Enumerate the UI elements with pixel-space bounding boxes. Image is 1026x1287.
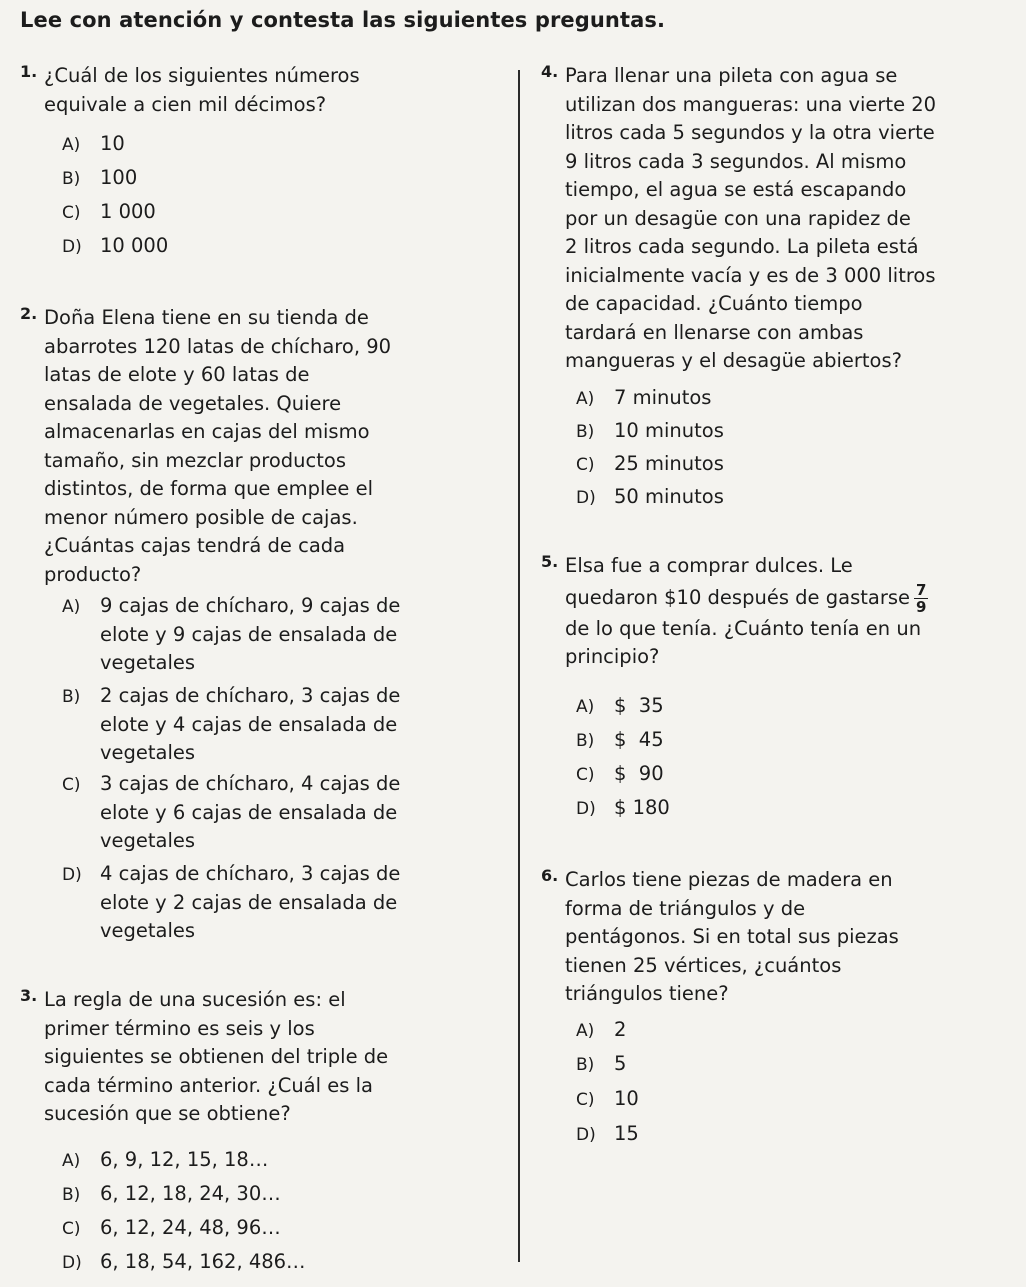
option-text: vegetales <box>100 741 196 764</box>
option-text: 3 cajas de chícharo, 4 cajas de <box>100 772 401 795</box>
question-number: 3. <box>20 986 38 1005</box>
question-number: 2. <box>20 304 38 323</box>
option-letter: B) <box>62 1185 81 1205</box>
option-letter: D) <box>576 488 596 508</box>
option-2a[interactable] <box>62 592 400 678</box>
option-text: vegetales <box>100 651 196 674</box>
option-text: 10 minutos <box>614 419 724 442</box>
option-text: vegetales <box>100 919 196 942</box>
option-text: 2 <box>614 1018 627 1041</box>
option-6b[interactable] <box>576 1050 626 1080</box>
option-text: 5 <box>614 1052 627 1075</box>
stem-line: Elsa fue a comprar dulces. Le <box>565 554 853 577</box>
option-1c[interactable] <box>62 198 156 228</box>
option-letter: B) <box>62 169 81 189</box>
option-letter: A) <box>576 697 595 717</box>
stem-line: tardará en llenarse con ambas <box>565 320 864 344</box>
question-stem <box>565 62 936 376</box>
question-number: 4. <box>541 62 559 81</box>
stem-line: latas de elote y 60 latas de <box>44 363 310 386</box>
stem-line: de capacidad. ¿Cuánto tiempo <box>565 292 863 315</box>
stem-line: equivale a cien mil décimos? <box>44 92 327 116</box>
stem-line <box>565 581 928 615</box>
option-letter: D) <box>576 799 596 819</box>
option-1b[interactable] <box>62 164 137 194</box>
option-letter: D) <box>62 865 82 885</box>
stem-line: tienen 25 vértices, ¿cuántos <box>565 953 842 977</box>
stem-line: producto? <box>44 562 142 586</box>
option-text: elote y 6 cajas de ensalada de <box>100 800 398 824</box>
stem-line: de lo que tenía. ¿Cuánto tenía en un <box>565 616 922 640</box>
option-letter: A) <box>62 135 81 155</box>
option-letter: A) <box>576 1021 595 1041</box>
option-text: 10 000 <box>100 234 169 257</box>
option-2d[interactable] <box>62 860 400 946</box>
option-text: 1 000 <box>100 200 156 223</box>
stem-line: primer término es seis y los <box>44 1016 315 1040</box>
stem-line: 9 litros cada 3 segundos. Al mismo <box>565 149 907 173</box>
option-1d[interactable] <box>62 232 168 262</box>
stem-line: forma de triángulos y de <box>565 896 806 920</box>
stem-line: litros cada 5 segundos y la otra vierte <box>565 121 935 144</box>
stem-line: distintos, de forma que emplee el <box>44 477 374 500</box>
option-text: $ 45 <box>614 728 664 751</box>
option-5a[interactable] <box>576 692 664 722</box>
question-1 <box>20 62 360 119</box>
option-letter: D) <box>576 1125 596 1145</box>
fraction <box>914 582 928 615</box>
option-4d[interactable] <box>576 483 724 513</box>
option-3c[interactable] <box>62 1214 281 1244</box>
stem-line: ensalada de vegetales. Quiere <box>44 391 342 415</box>
option-6c[interactable] <box>576 1085 639 1115</box>
stem-line: cada término anterior. ¿Cuál es la <box>44 1073 373 1097</box>
question-number: 5. <box>541 552 559 571</box>
option-letter: B) <box>576 731 595 751</box>
option-5c[interactable] <box>576 760 664 790</box>
option-text: 6, 12, 24, 48, 96… <box>100 1216 281 1239</box>
question-stem <box>565 552 928 672</box>
option-6d[interactable] <box>576 1120 639 1150</box>
stem-line: tiempo, el agua se está escapando <box>565 178 907 201</box>
question-stem <box>44 986 388 1129</box>
stem-line: 2 litros cada segundo. La pileta está <box>565 235 919 258</box>
question-3 <box>20 986 388 1129</box>
option-letter: B) <box>576 1055 595 1075</box>
stem-line: inicialmente vacía y es de 3 000 litros <box>565 263 936 287</box>
stem-line: Doña Elena tiene en su tienda de <box>44 306 369 329</box>
option-text: 6, 18, 54, 162, 486… <box>100 1250 306 1273</box>
option-letter: C) <box>62 203 81 223</box>
fraction-numerator: 7 <box>916 580 927 599</box>
question-4 <box>541 62 936 376</box>
question-stem <box>44 62 360 119</box>
option-6a[interactable] <box>576 1016 626 1046</box>
option-letter: C) <box>62 1219 81 1239</box>
stem-line: ¿Cuántas cajas tendrá de cada <box>44 534 346 557</box>
option-5b[interactable] <box>576 726 664 756</box>
option-text: $ 35 <box>614 694 664 717</box>
question-6 <box>541 866 899 1009</box>
page-title: Lee con atención y contesta las siguientes preguntas. <box>20 8 666 32</box>
option-text: $ 180 <box>614 796 670 819</box>
option-4c[interactable] <box>576 450 724 480</box>
option-letter: A) <box>576 389 595 409</box>
option-2b[interactable] <box>62 682 400 768</box>
option-4a[interactable] <box>576 384 711 414</box>
option-text: 50 minutos <box>614 485 724 508</box>
option-letter: C) <box>576 455 595 475</box>
option-text: 7 minutos <box>614 386 712 409</box>
stem-line: sucesión que se obtiene? <box>44 1102 291 1125</box>
option-text: 100 <box>100 166 138 189</box>
option-3d[interactable] <box>62 1248 306 1278</box>
option-text: $ 90 <box>614 762 664 785</box>
stem-line-text: quedaron $10 después de gastarse <box>565 585 911 609</box>
stem-line: pentágonos. Si en total sus piezas <box>565 925 899 948</box>
stem-line: siguientes se obtienen del triple de <box>44 1045 389 1068</box>
stem-line: mangueras y el desagüe abiertos? <box>565 349 902 372</box>
option-2c[interactable] <box>62 770 400 856</box>
stem-line: principio? <box>565 645 660 668</box>
option-text: 15 <box>614 1122 639 1145</box>
question-5 <box>541 552 928 672</box>
option-text: 6, 9, 12, 15, 18… <box>100 1148 269 1171</box>
stem-line: abarrotes 120 latas de chícharo, 90 <box>44 334 392 358</box>
column-divider <box>518 70 520 1262</box>
option-text: elote y 9 cajas de ensalada de <box>100 622 398 646</box>
question-stem <box>44 304 391 589</box>
question-stem <box>565 866 899 1009</box>
question-number: 6. <box>541 866 559 885</box>
option-text: 4 cajas de chícharo, 3 cajas de <box>100 862 401 885</box>
option-letter: A) <box>62 1151 81 1171</box>
option-4b[interactable] <box>576 417 724 447</box>
option-text: elote y 4 cajas de ensalada de <box>100 712 398 736</box>
stem-line: menor número posible de cajas. <box>44 505 358 529</box>
option-1a[interactable] <box>62 130 125 160</box>
option-text: elote y 2 cajas de ensalada de <box>100 890 398 914</box>
question-number: 1. <box>20 62 38 81</box>
option-letter: A) <box>62 597 81 617</box>
option-letter: C) <box>576 765 595 785</box>
option-3b[interactable] <box>62 1180 281 1210</box>
stem-line: Carlos tiene piezas de madera en <box>565 868 893 891</box>
option-letter: D) <box>62 237 82 257</box>
stem-line: ¿Cuál de los siguientes números <box>44 64 360 87</box>
option-5d[interactable] <box>576 794 670 824</box>
option-text: 10 <box>614 1087 639 1110</box>
option-3a[interactable] <box>62 1146 268 1176</box>
stem-line: Para llenar una pileta con agua se <box>565 64 898 87</box>
option-letter: B) <box>576 422 595 442</box>
stem-line: por un desagüe con una rapidez de <box>565 206 911 230</box>
stem-line: La regla de una sucesión es: el <box>44 988 346 1011</box>
option-text: vegetales <box>100 829 196 852</box>
option-text: 25 minutos <box>614 452 724 475</box>
option-letter: C) <box>576 1090 595 1110</box>
option-text: 2 cajas de chícharo, 3 cajas de <box>100 684 401 707</box>
option-text: 9 cajas de chícharo, 9 cajas de <box>100 594 401 617</box>
option-letter: B) <box>62 687 81 707</box>
option-text: 6, 12, 18, 24, 30… <box>100 1182 281 1205</box>
option-letter: D) <box>62 1253 82 1273</box>
stem-line: utilizan dos mangueras: una vierte 20 <box>565 92 937 116</box>
stem-line: tamaño, sin mezclar productos <box>44 448 346 472</box>
question-2 <box>20 304 391 589</box>
stem-line: triángulos tiene? <box>565 982 729 1005</box>
stem-line: almacenarlas en cajas del mismo <box>44 420 370 443</box>
option-text: 10 <box>100 132 125 155</box>
option-letter: C) <box>62 775 81 795</box>
fraction-denominator: 9 <box>916 597 927 616</box>
